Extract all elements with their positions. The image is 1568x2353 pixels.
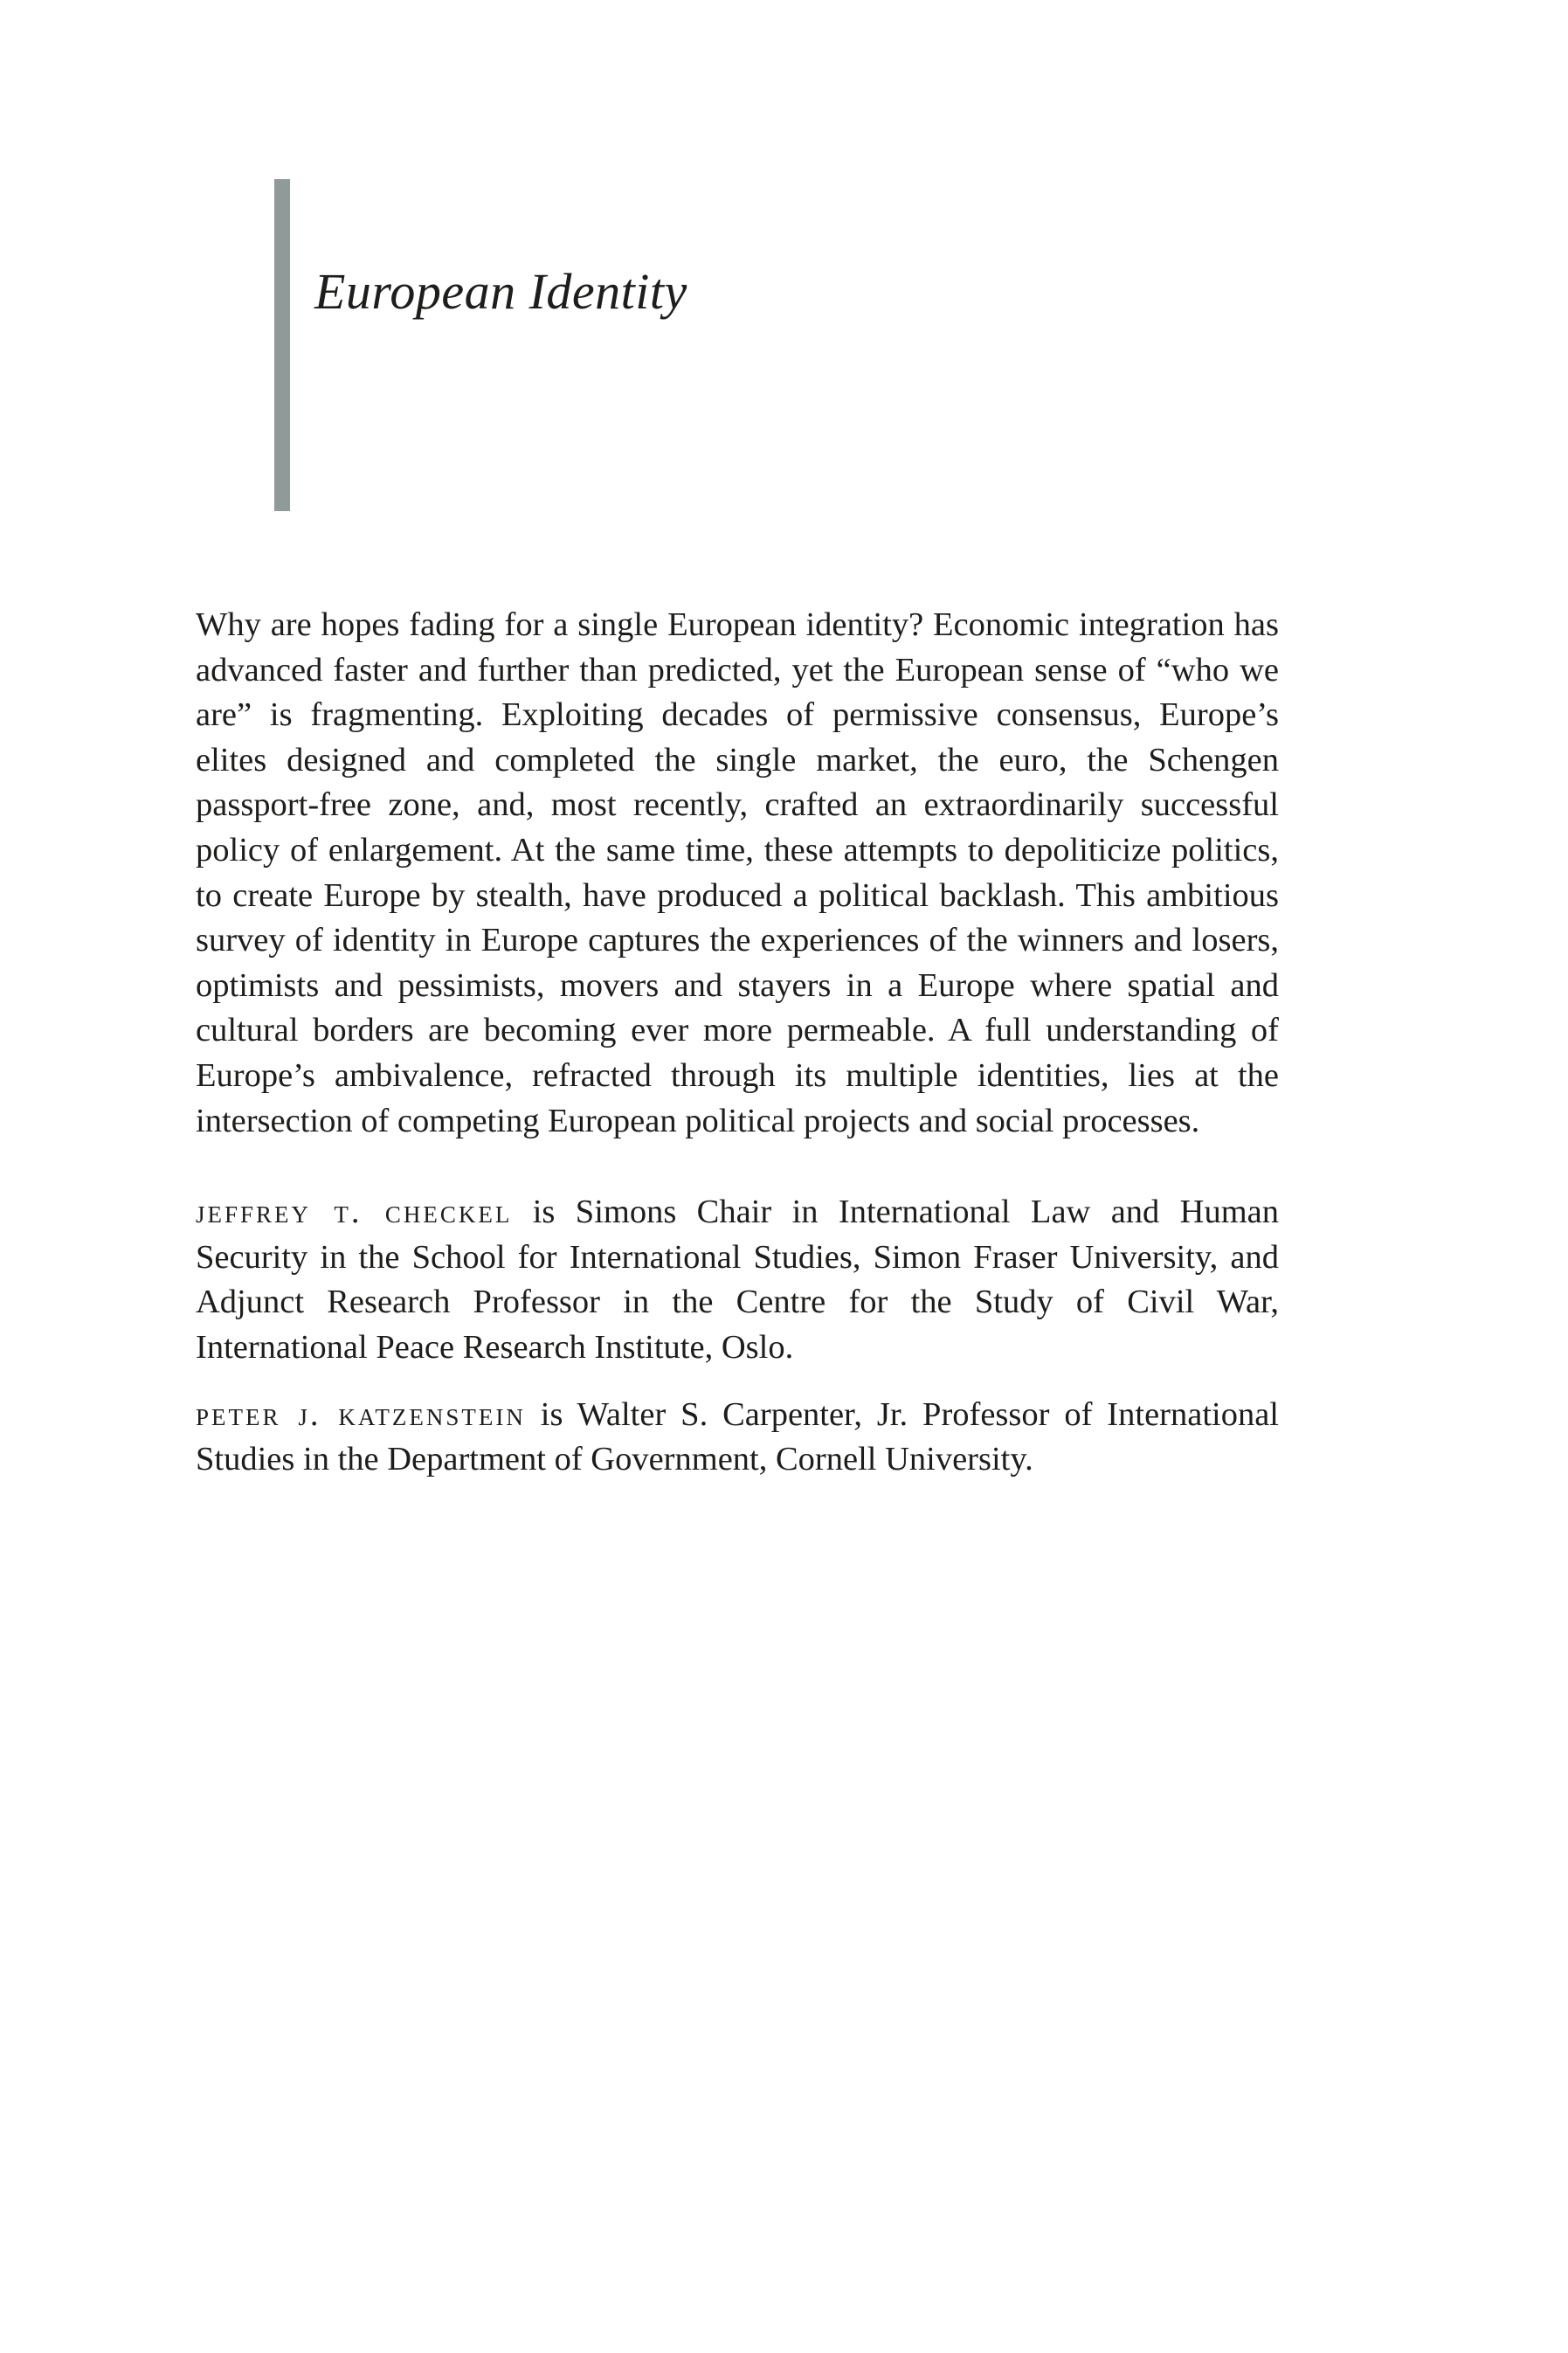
author-bio-text-katzenstein: is Walter S. Carpenter, Jr. Professor of International Studies in the Department of Government, Cornell University. — [196, 1395, 1280, 1478]
author-bio-text-checkel: is Simons Chair in International Law and Human Security in the School for International Studies, Simon Fraser University, and Adjunct Research Professor in the Centre for the Study of Civil War, International Peace Research Institute, Oslo. — [196, 1194, 1279, 1366]
book-title: European Identity — [314, 263, 687, 320]
book-blurb: Why are hopes fading for a single European identity? Economic integration has advanced faster and further than predicted, yet the European sense of “who we are” is fragmenting. Exploiting decades of permissive consensus, Europe’s elites designed and completed the single market, the euro, the Schengen passport-free zone, and, most recently, crafted an extraordinarily successful policy of enlargement. At the same time, these attempts to depoliticize politics, to create Europe by stealth, have produced a political backlash. This ambitious survey of identity in Europe captures the experiences of the winners and losers, optimists and pessimists, movers and stayers in a Europe where spatial and cultural borders are becoming ever more permeable. A full understanding of Europe’s ambivalence, refracted through its multiple identities, lies at the intersection of competing European political projects and social processes. — [196, 606, 1279, 1139]
author-name-checkel: jeffrey t. checkel — [196, 1194, 513, 1231]
title-accent-bar — [274, 179, 290, 511]
page-content — [196, 603, 1279, 1483]
author-bio-katzenstein — [196, 1393, 1279, 1483]
author-name-katzenstein: peter j. katzenstein — [196, 1395, 526, 1433]
author-bio-checkel — [196, 1190, 1279, 1370]
